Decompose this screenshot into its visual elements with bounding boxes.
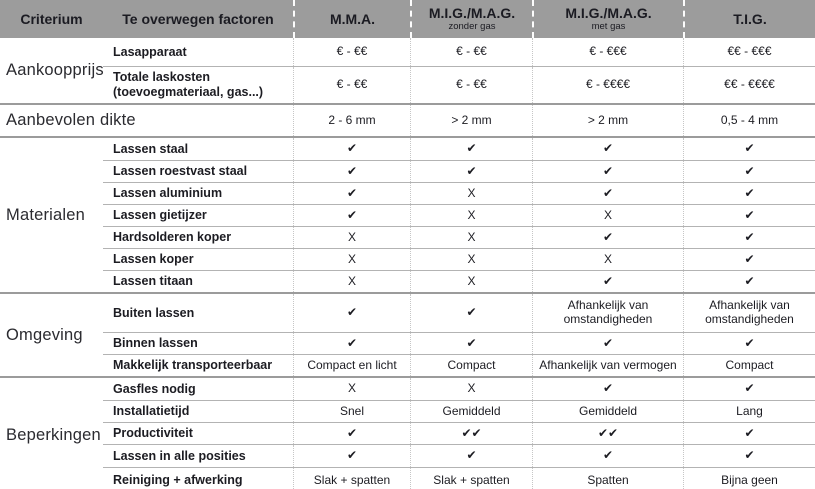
value-cell: ✔	[410, 138, 532, 160]
value-cell: € - €€€€	[532, 67, 683, 103]
factor-label: Totale laskosten (toevoegmateriaal, gas...)	[113, 70, 264, 99]
value-cell: ✔	[532, 227, 683, 248]
value-cell: ✔	[683, 333, 815, 354]
value-cell: > 2 mm	[410, 105, 532, 136]
value-cell: € - €€	[293, 38, 410, 66]
method-name: M.I.G./M.A.G.	[565, 5, 652, 22]
factor-label: Installatietijd	[113, 404, 190, 418]
value-cell: X	[410, 183, 532, 204]
header-cell-factoren: Te overwegen factoren	[122, 11, 274, 27]
factor-label: Lassen aluminium	[113, 186, 223, 200]
value-cell: ✔	[683, 378, 815, 400]
table-row	[103, 204, 815, 226]
value-cell: ✔	[683, 138, 815, 160]
header-cell-tig	[683, 0, 815, 38]
table-row	[103, 354, 815, 376]
method-name: T.I.G.	[733, 10, 767, 27]
method-subtitle: zonder gas	[448, 20, 496, 32]
section-label: Omgeving	[6, 325, 83, 344]
section-aanbevolen-dikte	[0, 103, 815, 136]
value-cell: Compact	[683, 355, 815, 376]
value-cell: Slak + spatten	[293, 468, 410, 489]
header-cell-migmag-met-gas	[532, 0, 683, 38]
value-cell: ✔	[683, 161, 815, 182]
value-cell: ✔	[293, 161, 410, 182]
value-cell: ✔	[683, 183, 815, 204]
value-cell: ✔	[532, 138, 683, 160]
table-row	[103, 66, 815, 103]
factor-label: Buiten lassen	[113, 305, 195, 320]
method-name: M.M.A.	[329, 10, 376, 27]
factor-label: Lassen gietijzer	[113, 208, 207, 222]
value-cell: Afhankelijk van omstandigheden	[683, 294, 815, 332]
factor-label: Lassen titaan	[113, 274, 193, 288]
value-cell: ✔	[293, 445, 410, 467]
value-cell: ✔	[532, 161, 683, 182]
table-row	[103, 160, 815, 182]
section-label: Aanbevolen dikte	[6, 111, 136, 129]
table-row	[103, 182, 815, 204]
value-cell: ✔	[293, 333, 410, 354]
factor-label: Lassen roestvast staal	[113, 164, 248, 178]
value-cell: Afhankelijk van vermogen	[532, 355, 683, 376]
value-cell: Snel	[293, 401, 410, 422]
value-cell: ✔	[293, 294, 410, 332]
value-cell: 2 - 6 mm	[293, 105, 410, 136]
value-cell: € - €€	[410, 67, 532, 103]
table-row	[293, 105, 815, 136]
value-cell: > 2 mm	[532, 105, 683, 136]
value-cell: ✔	[532, 378, 683, 400]
value-cell: ✔	[410, 333, 532, 354]
value-cell: 0,5 - 4 mm	[683, 105, 815, 136]
table-row	[103, 332, 815, 354]
value-cell: Gemiddeld	[410, 401, 532, 422]
table-header	[0, 0, 815, 38]
factor-label: Reiniging + afwerking	[113, 473, 243, 487]
value-cell: ✔	[532, 333, 683, 354]
value-cell: Gemiddeld	[532, 401, 683, 422]
value-cell: X	[410, 271, 532, 292]
value-cell: X	[293, 378, 410, 400]
value-cell: ✔	[532, 183, 683, 204]
value-cell: X	[293, 271, 410, 292]
table-row	[103, 400, 815, 422]
table-row	[103, 138, 815, 160]
value-cell: Slak + spatten	[410, 468, 532, 489]
value-cell: ✔	[293, 183, 410, 204]
value-cell: ✔	[532, 271, 683, 292]
value-cell: X	[532, 249, 683, 270]
value-cell: ✔	[410, 161, 532, 182]
table-row	[103, 38, 815, 66]
table-row	[103, 294, 815, 332]
section-label: Materialen	[6, 205, 86, 224]
value-cell: X	[410, 227, 532, 248]
value-cell: X	[410, 378, 532, 400]
factor-label: Lasapparaat	[113, 44, 187, 59]
value-cell: ✔	[683, 271, 815, 292]
table-row	[103, 248, 815, 270]
value-cell: ✔✔	[532, 423, 683, 444]
value-cell: €€ - €€€€	[683, 67, 815, 103]
header-cell-migmag-zonder-gas	[410, 0, 532, 38]
value-cell: ✔	[683, 423, 815, 444]
section-label: Beperkingen	[6, 426, 101, 444]
header-cell-criterium: Criterium	[20, 11, 83, 27]
table-row	[103, 467, 815, 489]
value-cell: X	[410, 249, 532, 270]
table-row	[103, 226, 815, 248]
value-cell: X	[410, 205, 532, 226]
section-omgeving	[0, 292, 815, 376]
value-cell: ✔	[410, 445, 532, 467]
factor-label: Lassen koper	[113, 252, 194, 266]
factor-label: Binnen lassen	[113, 336, 198, 350]
value-cell: ✔	[683, 227, 815, 248]
value-cell: Compact	[410, 355, 532, 376]
value-cell: Afhankelijk van omstandigheden	[532, 294, 683, 332]
factor-label: Hardsolderen koper	[113, 230, 232, 244]
factor-label: Lassen staal	[113, 141, 189, 156]
value-cell: ✔	[683, 249, 815, 270]
value-cell: ✔	[410, 294, 532, 332]
value-cell: ✔	[532, 445, 683, 467]
value-cell: € - €€	[293, 67, 410, 103]
value-cell: X	[293, 227, 410, 248]
value-cell: €€ - €€€	[683, 38, 815, 66]
factor-label: Gasfles nodig	[113, 381, 196, 396]
value-cell: € - €€	[410, 38, 532, 66]
table-row	[103, 378, 815, 400]
section-materialen	[0, 136, 815, 292]
section-beperkingen	[0, 376, 815, 489]
method-name: M.I.G./M.A.G.	[428, 5, 516, 22]
value-cell: Compact en licht	[293, 355, 410, 376]
value-cell: ✔	[293, 138, 410, 160]
table-row	[103, 444, 815, 467]
value-cell: Lang	[683, 401, 815, 422]
factor-label: Makkelijk transporteerbaar	[113, 358, 273, 372]
value-cell: € - €€€	[532, 38, 683, 66]
section-label: Aankoopprijs	[6, 61, 104, 79]
header-cell-mma	[293, 0, 410, 38]
value-cell: ✔	[293, 205, 410, 226]
section-aankoopprijs	[0, 38, 815, 103]
method-subtitle: met gas	[591, 20, 626, 32]
factor-label: Productiviteit	[113, 426, 193, 440]
table-row	[103, 270, 815, 292]
table-row	[103, 422, 815, 444]
value-cell: Spatten	[532, 468, 683, 489]
value-cell: ✔	[683, 445, 815, 467]
value-cell: ✔	[683, 205, 815, 226]
value-cell: Bijna geen	[683, 468, 815, 489]
factor-label: Lassen in alle posities	[113, 448, 246, 463]
value-cell: X	[532, 205, 683, 226]
value-cell: ✔	[293, 423, 410, 444]
value-cell: X	[293, 249, 410, 270]
value-cell: ✔✔	[410, 423, 532, 444]
